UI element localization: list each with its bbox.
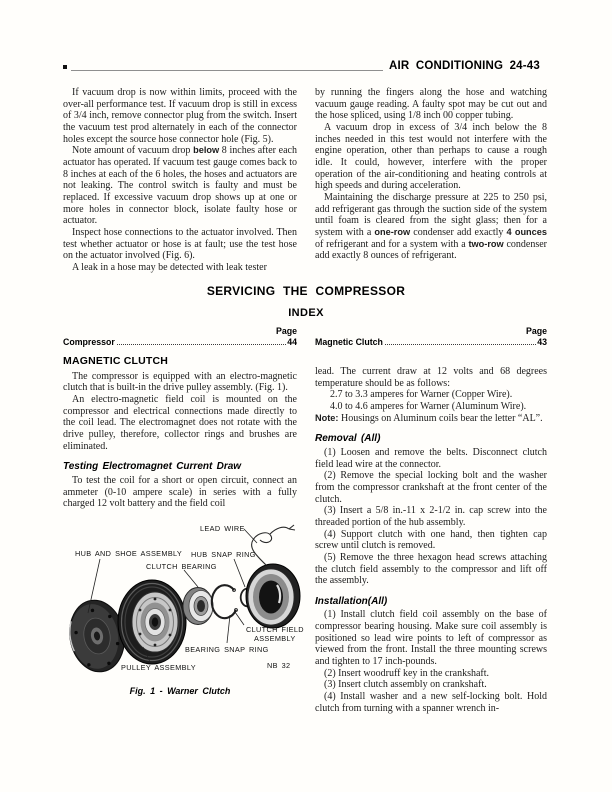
body-text: (4) Support clutch with one hand, then tighten cap screw until clutch is removed. bbox=[315, 528, 547, 552]
clutch-bearing bbox=[183, 588, 213, 625]
pulley-assembly bbox=[118, 580, 186, 664]
index-page-label: Page bbox=[525, 326, 547, 336]
body-text: lead. The current draw at 12 volts and 68 degrees temperature should be as follows: bbox=[315, 366, 547, 389]
magnetic-clutch-paragraphs bbox=[63, 371, 297, 453]
body-text: 8 inches after each actuator has operated. If vacuum test gauge comes back to 8 inches at each of the 6 holes, the hoses and actuators are not leaking. The control switch is faulty and must be replaced. If excessive vacuum drop shows up at one or more holes in connector block, isolate faulty hose or actuator. bbox=[63, 145, 297, 227]
body-text: 2.7 to 3.3 amperes for Warner (Copper Wire). bbox=[330, 389, 513, 401]
paragraph bbox=[315, 401, 547, 413]
dot-leader bbox=[385, 344, 536, 345]
leader-clutch-bearing bbox=[184, 570, 198, 587]
magnetic-clutch-heading: MAGNETIC CLUTCH bbox=[63, 355, 169, 367]
paragraph bbox=[315, 366, 547, 389]
index-entry-page: 43 bbox=[537, 337, 547, 347]
paragraph bbox=[315, 505, 547, 528]
body-text: 4.0 to 4.6 amperes for Warner (Aluminum Wire). bbox=[330, 400, 527, 412]
paragraph bbox=[315, 447, 547, 470]
testing-paragraphs bbox=[63, 475, 297, 510]
paragraph bbox=[315, 122, 547, 192]
index-right bbox=[315, 326, 547, 347]
label-hub-snap-ring: HUB SNAP RING bbox=[191, 550, 256, 559]
body-text: (1) Loosen and remove the belts. Disconnect clutch field lead wire at the connector. bbox=[315, 446, 547, 470]
paragraph bbox=[63, 371, 297, 394]
paragraph bbox=[63, 262, 297, 274]
paragraph bbox=[63, 145, 297, 227]
index-entry-label: Magnetic Clutch bbox=[315, 337, 383, 347]
index-entry-label: Compressor bbox=[63, 337, 115, 347]
paragraph bbox=[63, 394, 297, 452]
article-right bbox=[315, 366, 547, 714]
dot-leader bbox=[117, 344, 286, 345]
bearing-snap-ring bbox=[212, 585, 238, 618]
index-entry bbox=[315, 337, 547, 347]
body-text: Maintaining the discharge pressure at 225 to 250 psi, add refrigerant gas through the suction side of the system until foam is cleared from the sight glass; then for a system with a bbox=[315, 191, 547, 238]
paragraph bbox=[315, 529, 547, 552]
page-header bbox=[63, 60, 540, 72]
bold-text: one-row bbox=[374, 226, 411, 237]
paragraph bbox=[315, 552, 547, 587]
article-left bbox=[63, 356, 297, 510]
paragraph bbox=[315, 691, 547, 714]
body-text: An electro-magnetic field coil is mounted on the compressor and electrical connections made directly to the coil lead. The electromagnet does not rotate with the drive pulley, therefore, collector rings and brushes are eliminated. bbox=[63, 393, 297, 452]
intro-column-left bbox=[63, 87, 297, 274]
paragraph bbox=[63, 87, 297, 145]
clutch-field-assembly bbox=[246, 564, 300, 628]
body-text: (3) Insert a 5/8 in.-11 x 2-1/2 in. cap screw into the threaded portion of the hub assembly. bbox=[315, 505, 547, 528]
body-text: Note amount of vacuum drop bbox=[72, 145, 194, 157]
label-bearing-snap-ring: BEARING SNAP RING bbox=[185, 645, 269, 654]
index-page-label: Page bbox=[275, 326, 297, 336]
testing-subheading: Testing Electromagnet Current Draw bbox=[63, 461, 242, 473]
bold-text: Note: bbox=[315, 412, 339, 423]
removal-steps bbox=[315, 447, 547, 587]
body-text: A vacuum drop in excess of 3/4 inch below the 8 inches needed in this test would not interfere with the engine operation, other than perhaps to cause a rough idle. It could, however, interfere with the proper operation of the air-conditioning and heating controls at high speeds and during acceleration. bbox=[315, 121, 547, 192]
paragraph bbox=[315, 679, 547, 691]
lead-wire bbox=[252, 525, 295, 565]
bold-text: two-row bbox=[468, 238, 504, 249]
bold-text: below bbox=[193, 145, 220, 156]
body-text: (3) Insert clutch assembly on crankshaft. bbox=[324, 679, 487, 691]
body-text: (2) Insert woodruff key in the crankshaft. bbox=[324, 667, 490, 679]
paragraph bbox=[315, 87, 547, 122]
paragraph bbox=[63, 475, 297, 510]
paragraph bbox=[315, 389, 547, 401]
body-text: by running the fingers along the hose and watching vacuum gauge reading. A faulty spot may be cut out and the hose spliced, using 1/8 inch 00 copper tubing. bbox=[315, 87, 547, 122]
paragraph bbox=[315, 609, 547, 667]
figure-caption: Fig. 1 - Warner Clutch bbox=[129, 686, 231, 696]
leader-bearing-snap-ring bbox=[227, 615, 230, 643]
bold-text: 4 ounces bbox=[506, 226, 547, 237]
label-clutch-bearing: CLUTCH BEARING bbox=[146, 562, 217, 571]
label-clutch-field-line1: CLUTCH FIELD bbox=[246, 625, 304, 634]
index-entry-page: 44 bbox=[287, 337, 297, 347]
section-marker-square bbox=[63, 65, 67, 69]
index-left bbox=[63, 326, 297, 347]
paragraph bbox=[315, 668, 547, 680]
installation-steps bbox=[315, 609, 547, 714]
page-title: AIR CONDITIONING 24-43 bbox=[389, 60, 540, 72]
body-text: Housings on Aluminum coils bear the letter “AL”. bbox=[338, 412, 543, 424]
body-text: To test the coil for a short or open circuit, connect an ammeter (0-10 ampere scale) in series with a fully charged 12 volt battery and the field coil bbox=[63, 474, 297, 510]
body-text: condenser add exactly bbox=[410, 226, 507, 238]
installation-heading: Installation(All) bbox=[315, 595, 388, 607]
exploded-clutch-illustration bbox=[58, 517, 304, 689]
header-rule bbox=[71, 70, 383, 71]
section-title: SERVICING THE COMPRESSOR bbox=[206, 284, 406, 298]
body-text: The compressor is equipped with an electro-magnetic clutch that is built-in the drive pulley assembly. (Fig. 1). bbox=[63, 370, 297, 394]
body-text: (2) Remove the special locking bolt and the washer from the compressor crankshaft at the front center of the clutch. bbox=[315, 470, 547, 505]
figure-warner-clutch bbox=[58, 517, 304, 689]
body-text: A leak in a hose may be detected with leak tester bbox=[72, 261, 267, 273]
label-pulley: PULLEY ASSEMBLY bbox=[121, 663, 196, 672]
index-entry bbox=[63, 337, 297, 347]
body-text: condenser add exactly 8 ounces of refrigerant. bbox=[315, 238, 547, 262]
body-text: (5) Remove the three hexagon head screws attaching the clutch field assembly to the compressor and lift off the assembly. bbox=[315, 551, 547, 587]
body-text: of refrigerant and for a system with a bbox=[315, 238, 469, 250]
leader-hub-snap-ring bbox=[234, 559, 245, 587]
body-text: If vacuum drop is now within limits, proceed with the over-all performance test. If vacuum drop is still in excess of 3/4 inch, remove connector plug from the switch. Insert the vacuum test prod alternately in each of the connector holes except the source hose connector hole (Fig. 5). bbox=[63, 87, 297, 145]
body-text: Inspect hose connections to the actuator involved. Then test whether actuator or hose is at fault; use the test hose on the actuator involved (Fig. 6). bbox=[63, 226, 297, 262]
leader-lead-wire bbox=[244, 529, 257, 543]
label-clutch-field-line2: ASSEMBLY bbox=[254, 634, 296, 643]
label-hub-shoe: HUB AND SHOE ASSEMBLY bbox=[75, 549, 183, 558]
intro-column-right bbox=[315, 87, 547, 262]
paragraph bbox=[315, 192, 547, 262]
paragraph bbox=[315, 413, 547, 425]
label-lead-wire: LEAD WIRE bbox=[200, 524, 245, 533]
removal-heading: Removal (All) bbox=[315, 433, 381, 445]
paragraph bbox=[315, 470, 547, 505]
index-title: INDEX bbox=[288, 307, 324, 319]
figure-code: NB 32 bbox=[267, 661, 291, 670]
body-text: (1) Install clutch field coil assembly on the base of compressor bearing housing. Make sure coil assembly is positioned so lead wire points to left of compressor as viewed from the front. Install the three mounting screws and tighten to 17 inch-pounds. bbox=[315, 609, 547, 668]
body-text: (4) Install washer and a new self-locking bolt. Hold clutch from turning with a spanner wrench in- bbox=[315, 691, 547, 714]
current-draw-paragraphs bbox=[315, 366, 547, 424]
leader-clutch-field bbox=[235, 612, 244, 625]
paragraph bbox=[63, 227, 297, 262]
